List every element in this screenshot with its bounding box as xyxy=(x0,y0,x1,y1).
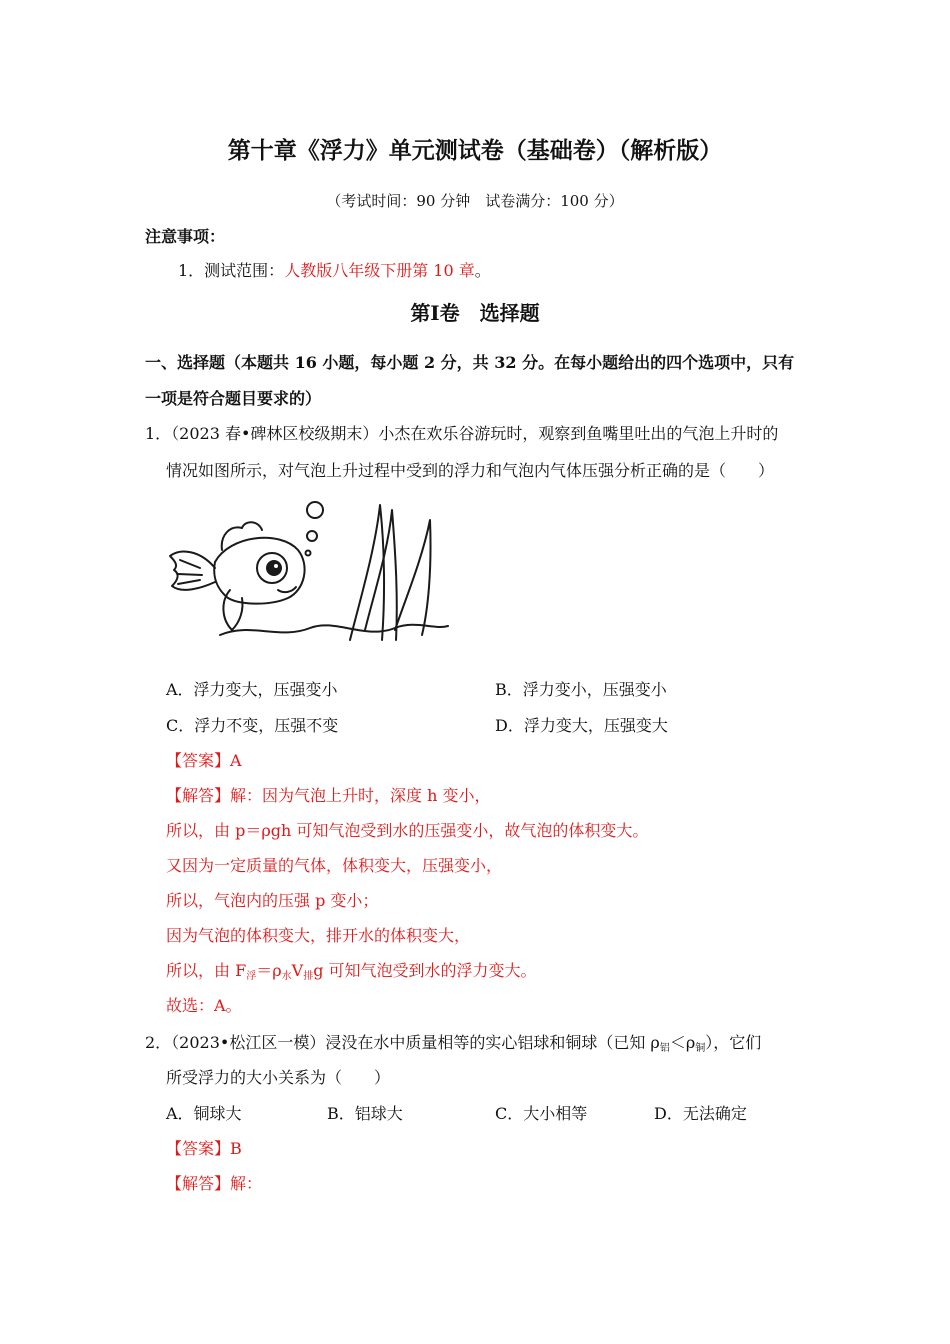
bubble-small xyxy=(306,551,311,556)
fish-side-fin xyxy=(223,590,242,630)
analysis-label: 【解答】 xyxy=(166,1174,231,1193)
part1-instructions-line2: 一项是符合题目要求的） xyxy=(145,389,322,408)
question-1-line2: 情况如图所示，对气泡上升过程中受到的浮力和气泡内气体压强分析正确的是（ ） xyxy=(166,461,775,480)
question-2-option-b: B．铝球大 xyxy=(327,1104,403,1123)
section-title: 第Ⅰ卷 选择题 xyxy=(410,301,540,325)
question-1-option-b: B．浮力变小，压强变小 xyxy=(495,680,667,699)
question-1-analysis-4: 所以，气泡内的压强 p 变小； xyxy=(166,891,379,910)
question-2-line1: 2．（2023•松江区一模）浸没在水中质量相等的实心铝球和铜球（已知 $\rho_铝<\rho_铜$），它们 xyxy=(145,1033,762,1054)
question-1-option-c: C．浮力不变，压强不变 xyxy=(166,716,339,735)
question-1-option-a: A．浮力变大，压强变小 xyxy=(166,680,338,699)
question-2-line2: 所受浮力的大小关系为（ ） xyxy=(166,1068,391,1087)
question-1-analysis-1: 【解答】解：因为气泡上升时，深度 h 变小， xyxy=(166,786,491,805)
question-2-answer: 【答案】B xyxy=(166,1139,242,1158)
question-2-option-a: A．铜球大 xyxy=(166,1104,242,1123)
notes-item-1-end: 。 xyxy=(474,261,491,280)
question-1-analysis-7: 故选：A。 xyxy=(166,996,242,1015)
question-1-answer: 【答案】A xyxy=(166,751,242,770)
question-1-analysis-5: 因为气泡的体积变大，排开水的体积变大， xyxy=(166,926,471,945)
fish-tail xyxy=(170,552,215,590)
question-2-option-d: D．无法确定 xyxy=(654,1104,747,1123)
fish-dorsal-fin xyxy=(222,522,262,550)
fish-mouth xyxy=(278,587,296,592)
question-1-analysis-2: 所以，由 p＝ρgh 可知气泡受到水的压强变小，故气泡的体积变大。 xyxy=(166,821,649,840)
bubble-large xyxy=(307,502,323,518)
question-1-line1: 1．（2023 春•碑林区校级期末）小杰在欢乐谷游玩时，观察到鱼嘴里吐出的气泡上升时的 xyxy=(145,424,779,443)
question-1-analysis-3: 又因为一定质量的气体，体积变大，压强变小， xyxy=(166,856,503,875)
notes-item-1 xyxy=(178,260,491,282)
question-1-analysis-6: 所以，由 $F_浮=\rho_水V_排g$ 可知气泡受到水的浮力变大。 xyxy=(166,961,537,982)
part1-instructions-line1: 一、选择题（本题共 16 小题，每小题 2 分，共 32 分。在每小题给出的四个选项中，只有 xyxy=(145,353,795,372)
seaweed-3 xyxy=(395,520,431,635)
analysis-label: 【解答】 xyxy=(166,786,231,805)
test-range: 人教版八年级下册第 10 章 xyxy=(284,261,475,280)
question-1-option-d: D．浮力变大，压强变大 xyxy=(495,716,668,735)
question-2-option-c: C．大小相等 xyxy=(495,1104,588,1123)
exam-info: （考试时间：90 分钟 试卷满分：100 分） xyxy=(326,192,624,210)
question-2-analysis-1: 【解答】解： xyxy=(166,1174,263,1193)
bubble-medium xyxy=(307,531,317,541)
fish-bubbles-figure xyxy=(160,490,450,650)
seaweed-2 xyxy=(365,510,397,640)
notes-heading: 注意事项： xyxy=(145,227,226,246)
document-title: 第十章《浮力》单元测试卷（基础卷）（解析版） xyxy=(227,137,723,164)
notes-item-1-prefix: 1．测试范围： xyxy=(178,261,285,280)
seabed xyxy=(220,625,448,635)
